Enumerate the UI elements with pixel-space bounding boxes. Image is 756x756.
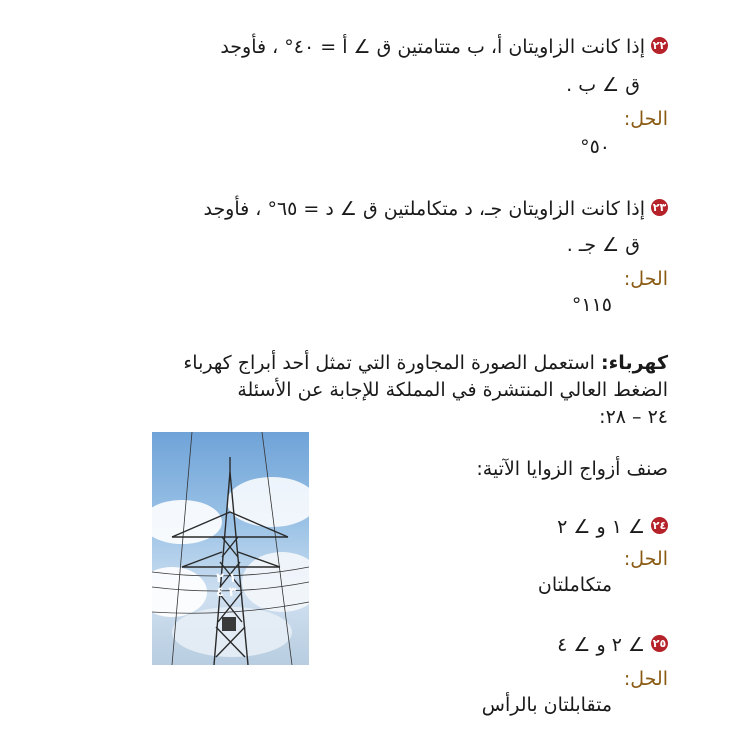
q22-solution-label: الحل: bbox=[623, 108, 668, 130]
q24-text: ∠ ١ و ∠ ٢ bbox=[557, 516, 645, 538]
q24-solution-label: الحل: bbox=[623, 548, 668, 570]
q22-text: إذا كانت الزاويتان أ، ب متتامتين ق ∠ أ = ٤٠° ، فأوجد bbox=[220, 36, 645, 58]
q25-text: ∠ ٢ و ∠ ٤ bbox=[557, 634, 645, 656]
q22-number-badge: ٢٢ bbox=[652, 39, 667, 52]
q23-text: إذا كانت الزاويتان جـ، د متكاملتين ق ∠ د = ٦٥° ، فأوجد bbox=[203, 198, 645, 220]
angle-label-2: ٢ bbox=[216, 571, 224, 586]
electricity-title: كهرباء: bbox=[601, 352, 668, 374]
q23-number-badge: ٢٣ bbox=[652, 201, 667, 214]
classify-heading: صنف أزواج الزوايا الآتية: bbox=[476, 458, 668, 480]
power-tower-illustration bbox=[152, 432, 309, 665]
q23-line1 bbox=[203, 196, 668, 222]
angle-label-1: ١ bbox=[228, 571, 237, 586]
electricity-line1 bbox=[183, 350, 668, 376]
electricity-line2: الضغط العالي المنتشرة في المملكة للإجابة عن الأسئلة bbox=[237, 379, 668, 401]
angle-label-4: ٤ bbox=[216, 585, 224, 600]
electricity-line3: ٢٤ – ٢٨: bbox=[599, 406, 668, 428]
q22-line2: ق ∠ ب . bbox=[566, 74, 640, 96]
q24-line bbox=[557, 514, 668, 540]
q25-line bbox=[557, 632, 668, 658]
q22-answer: ٥٠° bbox=[580, 136, 610, 158]
q25-solution-label: الحل: bbox=[623, 668, 668, 690]
q22-line1 bbox=[220, 34, 668, 60]
power-tower-photo bbox=[152, 432, 309, 665]
q23-solution-label: الحل: bbox=[623, 268, 668, 290]
q23-line2: ق ∠ جـ . bbox=[566, 234, 640, 256]
q23-answer: ١١٥° bbox=[571, 294, 612, 316]
q24-number-badge: ٢٤ bbox=[652, 519, 667, 532]
q24-answer: متكاملتان bbox=[537, 574, 612, 596]
q25-number-badge: ٢٥ bbox=[652, 637, 667, 650]
angle-label-3: ٣ bbox=[228, 585, 237, 600]
q25-answer: متقابلتان بالرأس bbox=[481, 694, 612, 716]
angle-labels bbox=[216, 572, 236, 600]
electricity-text: استعمل الصورة المجاورة التي تمثل أحد أبراج كهرباء bbox=[183, 352, 601, 374]
